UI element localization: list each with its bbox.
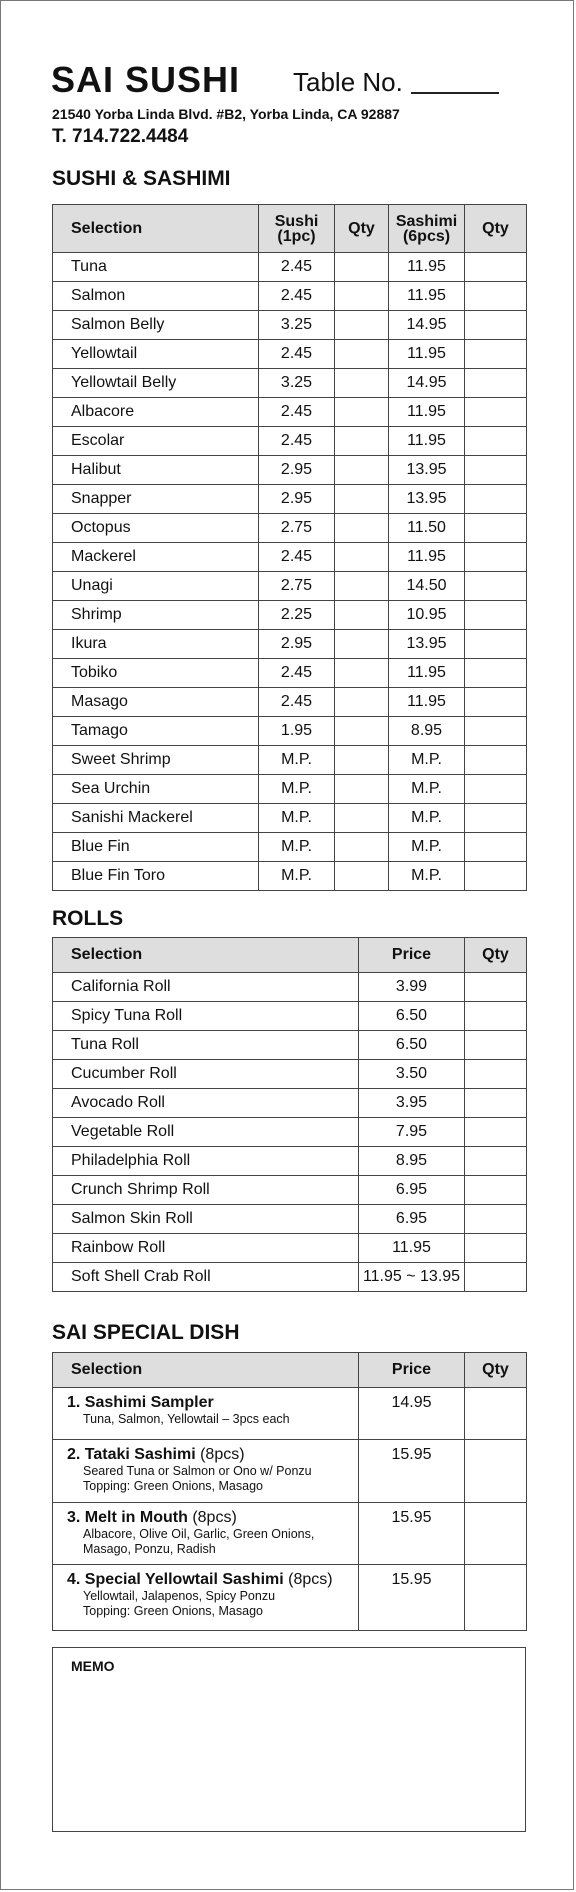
dish-description-line: Yellowtail, Jalapenos, Spicy Ponzu (83, 1589, 276, 1603)
dish-title: 4. Special Yellowtail Sashimi (67, 1571, 284, 1588)
sushi-qty-cell[interactable] (335, 746, 389, 775)
dish-description (67, 1412, 358, 1431)
special-dish-table (52, 1352, 527, 1631)
table-row (53, 398, 527, 427)
table-number-label: Table No. (293, 67, 403, 97)
sushi-price: M.P. (259, 833, 335, 862)
header-qty: Qty (335, 205, 389, 253)
sashimi-price: 11.95 (389, 282, 465, 311)
sushi-qty-cell[interactable] (335, 630, 389, 659)
table-row (53, 427, 527, 456)
item-name: Yellowtail Belly (53, 369, 259, 398)
qty-cell[interactable] (465, 1440, 527, 1503)
sushi-price: 2.75 (259, 514, 335, 543)
sashimi-price: 14.95 (389, 369, 465, 398)
table-row (53, 601, 527, 630)
dish-name (67, 1503, 358, 1527)
sushi-price: M.P. (259, 862, 335, 891)
restaurant-phone: T. 714.722.4484 (52, 126, 189, 147)
item-price: 6.95 (359, 1205, 465, 1234)
item-name: Blue Fin (53, 833, 259, 862)
table-row (53, 1147, 527, 1176)
dish-description-line: Masago, Ponzu, Radish (83, 1542, 216, 1556)
table-row (53, 688, 527, 717)
item-name: Sea Urchin (53, 775, 259, 804)
header-qty: Qty (465, 1353, 527, 1388)
table-header-row (53, 938, 527, 973)
sushi-qty-cell[interactable] (335, 514, 389, 543)
sushi-qty-cell[interactable] (335, 369, 389, 398)
header-sushi-label: Sushi (274, 212, 319, 230)
table-row (53, 1388, 527, 1440)
sashimi-price: 11.95 (389, 427, 465, 456)
sashimi-price: M.P. (389, 804, 465, 833)
qty-cell[interactable] (465, 1002, 527, 1031)
sushi-qty-cell[interactable] (335, 253, 389, 282)
header-selection: Selection (53, 205, 259, 253)
item-name: Halibut (53, 456, 259, 485)
item-name: Avocado Roll (53, 1089, 359, 1118)
item-name: Salmon (53, 282, 259, 311)
sushi-price: 2.45 (259, 282, 335, 311)
sushi-price: 1.95 (259, 717, 335, 746)
sashimi-price: 14.50 (389, 572, 465, 601)
sushi-qty-cell[interactable] (335, 601, 389, 630)
table-row (53, 862, 527, 891)
sushi-qty-cell[interactable] (335, 572, 389, 601)
dish-portion: (8pcs) (195, 1446, 245, 1463)
header-sashimi-unit: (6pcs) (402, 227, 451, 245)
dish-cell (53, 1440, 359, 1503)
item-price: 6.50 (359, 1002, 465, 1031)
sashimi-price: 11.50 (389, 514, 465, 543)
table-row (53, 1089, 527, 1118)
dish-description-line: Seared Tuna or Salmon or Ono w/ Ponzu (83, 1464, 312, 1478)
qty-cell[interactable] (465, 1503, 527, 1565)
rolls-section-title: ROLLS (52, 907, 124, 930)
restaurant-address: 21540 Yorba Linda Blvd. #B2, Yorba Linda, CA 92887 (52, 106, 400, 122)
sashimi-qty-cell[interactable] (465, 514, 527, 543)
sashimi-qty-cell[interactable] (465, 456, 527, 485)
dish-description-line: Tuna, Salmon, Yellowtail – 3pcs each (83, 1412, 290, 1426)
sashimi-price: 11.95 (389, 253, 465, 282)
header-sushi (259, 205, 335, 253)
sushi-price: 2.45 (259, 543, 335, 572)
table-row (53, 1234, 527, 1263)
dish-price-cell (359, 1565, 465, 1631)
sashimi-price: 13.95 (389, 456, 465, 485)
sushi-price: 2.95 (259, 456, 335, 485)
item-name: Tuna Roll (53, 1031, 359, 1060)
dish-description-line: Topping: Green Onions, Masago (83, 1604, 263, 1618)
sashimi-price: M.P. (389, 862, 465, 891)
dish-description-line: Topping: Green Onions, Masago (83, 1479, 263, 1493)
special-section-title: SAI SPECIAL DISH (52, 1321, 240, 1344)
dish-name (67, 1440, 358, 1464)
dish-description-line: Albacore, Olive Oil, Garlic, Green Onions, (83, 1527, 315, 1541)
qty-cell[interactable] (465, 1565, 527, 1631)
dish-cell (53, 1565, 359, 1631)
sushi-price: 3.25 (259, 369, 335, 398)
dish-cell (53, 1388, 359, 1440)
item-price: 6.50 (359, 1031, 465, 1060)
sashimi-qty-cell[interactable] (465, 775, 527, 804)
sashimi-qty-cell[interactable] (465, 572, 527, 601)
sashimi-qty-cell[interactable] (465, 253, 527, 282)
table-row (53, 1263, 527, 1292)
item-name: Mackerel (53, 543, 259, 572)
sushi-price: 2.45 (259, 688, 335, 717)
sashimi-price: 11.95 (389, 543, 465, 572)
dish-title: 1. Sashimi Sampler (67, 1394, 214, 1411)
table-row (53, 659, 527, 688)
table-row (53, 311, 527, 340)
table-header-row (53, 205, 527, 253)
header-price: Price (359, 1353, 465, 1388)
header-selection: Selection (53, 938, 359, 973)
item-name: Salmon Belly (53, 311, 259, 340)
item-name: Salmon Skin Roll (53, 1205, 359, 1234)
sashimi-qty-cell[interactable] (465, 311, 527, 340)
item-name: Sweet Shrimp (53, 746, 259, 775)
item-name: Yellowtail (53, 340, 259, 369)
qty-cell[interactable] (465, 1388, 527, 1440)
sushi-qty-cell[interactable] (335, 427, 389, 456)
sashimi-qty-cell[interactable] (465, 601, 527, 630)
sashimi-qty-cell[interactable] (465, 630, 527, 659)
item-price: 3.99 (359, 973, 465, 1002)
sushi-qty-cell[interactable] (335, 398, 389, 427)
header-sashimi-label: Sashimi (395, 212, 458, 230)
sashimi-qty-cell[interactable] (465, 688, 527, 717)
table-row (53, 514, 527, 543)
sashimi-qty-cell[interactable] (465, 833, 527, 862)
sushi-qty-cell[interactable] (335, 717, 389, 746)
sushi-price: 2.95 (259, 630, 335, 659)
dish-name (67, 1565, 358, 1589)
qty-cell[interactable] (465, 1234, 527, 1263)
sashimi-qty-cell[interactable] (465, 369, 527, 398)
table-row (53, 804, 527, 833)
sushi-qty-cell[interactable] (335, 833, 389, 862)
sushi-qty-cell[interactable] (335, 804, 389, 833)
memo-box[interactable] (52, 1647, 526, 1832)
qty-cell[interactable] (465, 1089, 527, 1118)
sashimi-price: M.P. (389, 775, 465, 804)
sushi-price: 2.25 (259, 601, 335, 630)
item-price: 3.50 (359, 1060, 465, 1089)
table-row (53, 1503, 527, 1565)
sashimi-price: 11.95 (389, 659, 465, 688)
sashimi-price: 11.95 (389, 688, 465, 717)
sushi-section-title: SUSHI & SASHIMI (52, 167, 231, 190)
qty-cell[interactable] (465, 1176, 527, 1205)
table-row (53, 746, 527, 775)
sashimi-qty-cell[interactable] (465, 485, 527, 514)
sashimi-price: 13.95 (389, 630, 465, 659)
sashimi-qty-cell[interactable] (465, 427, 527, 456)
sushi-qty-cell[interactable] (335, 340, 389, 369)
table-row (53, 1176, 527, 1205)
item-name: Vegetable Roll (53, 1118, 359, 1147)
sushi-price: M.P. (259, 746, 335, 775)
item-name: California Roll (53, 973, 359, 1002)
item-name: Albacore (53, 398, 259, 427)
sushi-qty-cell[interactable] (335, 659, 389, 688)
dish-portion: (8pcs) (283, 1571, 333, 1588)
qty-cell[interactable] (465, 1031, 527, 1060)
dish-cell (53, 1503, 359, 1565)
table-row (53, 485, 527, 514)
header-qty: Qty (465, 938, 527, 973)
item-name: Unagi (53, 572, 259, 601)
sashimi-price: 14.95 (389, 311, 465, 340)
sashimi-qty-cell[interactable] (465, 804, 527, 833)
header-qty: Qty (465, 205, 527, 253)
item-price: 11.95 ~ 13.95 (359, 1263, 465, 1292)
item-name: Snapper (53, 485, 259, 514)
item-name: Crunch Shrimp Roll (53, 1176, 359, 1205)
sashimi-qty-cell[interactable] (465, 340, 527, 369)
sushi-qty-cell[interactable] (335, 485, 389, 514)
item-price: 3.95 (359, 1089, 465, 1118)
table-number-blank[interactable] (411, 92, 499, 94)
item-name: Escolar (53, 427, 259, 456)
qty-cell[interactable] (465, 1263, 527, 1292)
table-row (53, 630, 527, 659)
item-name: Tuna (53, 253, 259, 282)
sashimi-price: 11.95 (389, 398, 465, 427)
table-row (53, 456, 527, 485)
table-row (53, 369, 527, 398)
item-name: Octopus (53, 514, 259, 543)
qty-cell[interactable] (465, 973, 527, 1002)
dish-description (67, 1527, 358, 1561)
sashimi-qty-cell[interactable] (465, 659, 527, 688)
sushi-price: 3.25 (259, 311, 335, 340)
sashimi-qty-cell[interactable] (465, 282, 527, 311)
table-row (53, 973, 527, 1002)
sushi-qty-cell[interactable] (335, 311, 389, 340)
sashimi-qty-cell[interactable] (465, 543, 527, 572)
item-name: Shrimp (53, 601, 259, 630)
item-name: Blue Fin Toro (53, 862, 259, 891)
sashimi-qty-cell[interactable] (465, 398, 527, 427)
item-name: Soft Shell Crab Roll (53, 1263, 359, 1292)
sashimi-price: 10.95 (389, 601, 465, 630)
sashimi-price: 11.95 (389, 340, 465, 369)
rolls-table (52, 937, 527, 1292)
item-name: Philadelphia Roll (53, 1147, 359, 1176)
table-row (53, 253, 527, 282)
item-price: 6.95 (359, 1176, 465, 1205)
item-name: Spicy Tuna Roll (53, 1002, 359, 1031)
sushi-price: 2.45 (259, 340, 335, 369)
table-row (53, 1565, 527, 1631)
header-sashimi (389, 205, 465, 253)
sushi-qty-cell[interactable] (335, 543, 389, 572)
qty-cell[interactable] (465, 1060, 527, 1089)
item-price: 11.95 (359, 1234, 465, 1263)
header-price: Price (359, 938, 465, 973)
dish-price: 14.95 (391, 1394, 432, 1411)
sashimi-qty-cell[interactable] (465, 862, 527, 891)
sashimi-price: M.P. (389, 833, 465, 862)
item-name: Rainbow Roll (53, 1234, 359, 1263)
dish-portion: (8pcs) (187, 1509, 237, 1526)
item-name: Ikura (53, 630, 259, 659)
item-price: 8.95 (359, 1147, 465, 1176)
table-row (53, 543, 527, 572)
dish-description (67, 1464, 358, 1498)
header-sushi-unit: (1pc) (277, 227, 316, 245)
table-row (53, 1031, 527, 1060)
table-header-row (53, 1353, 527, 1388)
sushi-qty-cell[interactable] (335, 456, 389, 485)
item-name: Tamago (53, 717, 259, 746)
sushi-price: 2.95 (259, 485, 335, 514)
dish-price: 15.95 (391, 1571, 432, 1588)
dish-price-cell (359, 1503, 465, 1565)
sashimi-price: 8.95 (389, 717, 465, 746)
table-row (53, 833, 527, 862)
dish-title: 2. Tataki Sashimi (67, 1446, 196, 1463)
table-row (53, 1205, 527, 1234)
dish-description (67, 1589, 358, 1623)
dish-name (67, 1388, 358, 1412)
table-row (53, 572, 527, 601)
dish-title: 3. Melt in Mouth (67, 1509, 188, 1526)
sashimi-price: 13.95 (389, 485, 465, 514)
item-price: 7.95 (359, 1118, 465, 1147)
table-row (53, 717, 527, 746)
dish-price-cell (359, 1440, 465, 1503)
sushi-price: 2.45 (259, 427, 335, 456)
qty-cell[interactable] (465, 1118, 527, 1147)
sushi-price: 2.75 (259, 572, 335, 601)
item-name: Masago (53, 688, 259, 717)
sashimi-price: M.P. (389, 746, 465, 775)
dish-price-cell (359, 1388, 465, 1440)
dish-price: 15.95 (391, 1509, 432, 1526)
qty-cell[interactable] (465, 1147, 527, 1176)
memo-label: MEMO (71, 1658, 115, 1674)
table-row (53, 1440, 527, 1503)
sushi-qty-cell[interactable] (335, 282, 389, 311)
item-name: Cucumber Roll (53, 1060, 359, 1089)
sushi-price: M.P. (259, 804, 335, 833)
table-row (53, 1002, 527, 1031)
table-row (53, 340, 527, 369)
dish-price: 15.95 (391, 1446, 432, 1463)
sushi-qty-cell[interactable] (335, 688, 389, 717)
sashimi-qty-cell[interactable] (465, 746, 527, 775)
item-name: Tobiko (53, 659, 259, 688)
sushi-qty-cell[interactable] (335, 775, 389, 804)
table-row (53, 1060, 527, 1089)
sushi-sashimi-table (52, 204, 527, 891)
sashimi-qty-cell[interactable] (465, 717, 527, 746)
sushi-price: 2.45 (259, 659, 335, 688)
restaurant-name: SAI SUSHI (51, 59, 241, 100)
item-name: Sanishi Mackerel (53, 804, 259, 833)
header-selection: Selection (53, 1353, 359, 1388)
table-row (53, 775, 527, 804)
table-row (53, 282, 527, 311)
qty-cell[interactable] (465, 1205, 527, 1234)
sushi-price: M.P. (259, 775, 335, 804)
sushi-price: 2.45 (259, 253, 335, 282)
sushi-price: 2.45 (259, 398, 335, 427)
sushi-qty-cell[interactable] (335, 862, 389, 891)
table-row (53, 1118, 527, 1147)
